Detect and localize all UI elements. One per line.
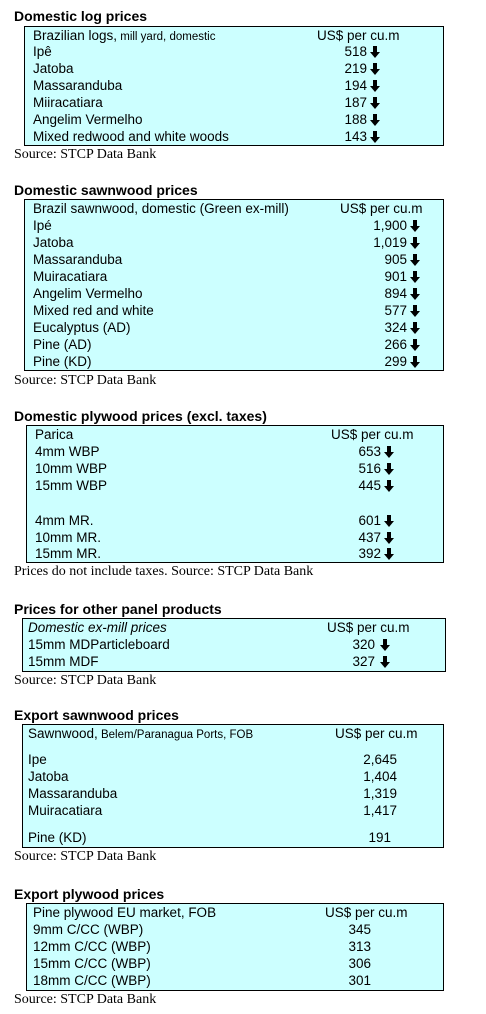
down-arrow-icon	[369, 62, 381, 76]
row-label: Angelim Vermelho	[33, 112, 143, 127]
header-sublabel: Belem/Paranagua Ports, FOB	[97, 729, 254, 741]
row-value: 392	[358, 546, 381, 561]
table-row	[23, 752, 443, 769]
row-label: Jatoba	[33, 61, 74, 76]
down-arrow-icon	[369, 96, 381, 110]
table-row	[27, 922, 443, 939]
row-value: 445	[358, 478, 381, 493]
header-unit: US$ per cu.m	[317, 28, 400, 43]
row-value: 320	[352, 637, 375, 652]
row-value: 191	[368, 830, 391, 845]
export-sawnwood-prices-table	[22, 724, 444, 848]
down-arrow-icon	[409, 338, 421, 352]
row-value: 516	[358, 461, 381, 476]
row-value: 187	[344, 95, 367, 110]
source-note: Source: STCP Data Bank	[14, 373, 157, 388]
row-label: 15mm MDParticleboard	[28, 637, 170, 652]
down-arrow-icon	[383, 479, 395, 493]
row-value: 143	[344, 129, 367, 144]
row-label: 9mm C/CC (WBP)	[33, 922, 144, 937]
table-row	[25, 252, 443, 269]
row-label: Miiracatiara	[33, 95, 103, 110]
table-header	[23, 620, 445, 637]
row-value: 327	[352, 654, 375, 669]
row-value: 1,900	[373, 218, 407, 233]
row-value: 905	[384, 252, 407, 267]
row-value: 1,404	[363, 769, 397, 784]
down-arrow-icon	[409, 321, 421, 335]
table-row	[23, 637, 445, 654]
row-label: Ipé	[33, 218, 52, 233]
down-arrow-icon	[383, 547, 395, 561]
row-label: Jatoba	[33, 235, 74, 250]
row-label: 4mm MR.	[35, 513, 94, 528]
table-header	[25, 28, 443, 45]
row-value: 518	[344, 44, 367, 59]
table-row	[25, 286, 443, 303]
row-label: Pine (AD)	[33, 337, 92, 352]
row-label: Pine (KD)	[33, 354, 92, 369]
down-arrow-icon	[369, 79, 381, 93]
table-row	[23, 803, 443, 820]
row-label: 18mm C/CC (WBP)	[33, 973, 151, 988]
down-arrow-icon	[369, 113, 381, 127]
table-row	[25, 269, 443, 286]
header-unit: US$ per cu.m	[325, 905, 408, 920]
table-row	[25, 218, 443, 235]
section-title-other-panel-products: Prices for other panel products	[14, 601, 222, 617]
table-row	[27, 973, 443, 990]
row-value: 577	[384, 303, 407, 318]
header-unit: US$ per cu.m	[335, 726, 418, 741]
row-value: 266	[384, 337, 407, 352]
row-label: Angelim Vermelho	[33, 286, 143, 301]
source-note: Source: STCP Data Bank	[14, 992, 157, 1007]
row-label: 12mm C/CC (WBP)	[33, 939, 151, 954]
table-row	[27, 444, 443, 461]
row-label: 10mm WBP	[35, 461, 108, 476]
row-value: 188	[344, 112, 367, 127]
row-label: Pine (KD)	[28, 830, 87, 845]
table-row	[27, 478, 443, 495]
other-panel-products-table	[22, 618, 446, 672]
domestic-log-prices-table	[24, 26, 444, 146]
down-arrow-icon	[409, 287, 421, 301]
row-value: 1,319	[363, 786, 397, 801]
table-row	[27, 939, 443, 956]
section-title-domestic-log-prices: Domestic log prices	[14, 8, 148, 24]
down-arrow-icon	[369, 130, 381, 144]
row-label: Massaranduba	[33, 252, 123, 267]
down-arrow-icon	[379, 638, 391, 652]
row-label: 15mm MDF	[28, 654, 99, 669]
row-value: 1,019	[373, 235, 407, 250]
row-label: 15mm MR.	[35, 546, 102, 561]
header-label: Brazilian logs,	[33, 28, 118, 43]
source-note: Prices do not include taxes. Source: STCP Data Bank	[14, 564, 314, 579]
row-label: 10mm MR.	[35, 530, 102, 545]
header-label: Brazil sawnwood, domestic (Green ex-mill)	[33, 201, 289, 216]
table-row	[25, 303, 443, 320]
table-row	[25, 61, 443, 78]
table-row	[27, 461, 443, 478]
source-note: Source: STCP Data Bank	[14, 849, 157, 864]
down-arrow-icon	[383, 531, 395, 545]
domestic-sawnwood-prices-table	[24, 199, 444, 371]
export-plywood-prices-table	[26, 903, 444, 991]
row-value: 1,417	[363, 803, 397, 818]
down-arrow-icon	[409, 219, 421, 233]
row-value: 653	[358, 444, 381, 459]
section-title-export-plywood-prices: Export plywood prices	[14, 886, 165, 902]
down-arrow-icon	[383, 514, 395, 528]
source-note: Source: STCP Data Bank	[14, 147, 157, 162]
table-row	[27, 513, 443, 530]
down-arrow-icon	[409, 270, 421, 284]
section-title-export-sawnwood-prices: Export sawnwood prices	[14, 707, 179, 723]
row-value: 437	[358, 530, 381, 545]
row-value: 2,645	[363, 752, 397, 767]
row-value: 194	[344, 78, 367, 93]
row-value: 901	[384, 269, 407, 284]
down-arrow-icon	[379, 655, 391, 669]
header-sublabel: mill yard, domestic	[117, 31, 216, 43]
header-unit: US$ per cu.m	[331, 427, 414, 442]
row-value: 324	[384, 320, 407, 335]
row-value: 306	[348, 956, 371, 971]
source-note: Source: STCP Data Bank	[14, 673, 157, 688]
row-label: Massaranduba	[33, 78, 123, 93]
table-row	[25, 44, 443, 61]
row-label: Ipê	[33, 44, 52, 59]
row-label: Ipe	[28, 752, 47, 767]
row-value: 345	[348, 922, 371, 937]
row-label: Massaranduba	[28, 786, 118, 801]
row-label: Mixed redwood and white woods	[33, 129, 229, 144]
row-label: Muiracatiara	[28, 803, 103, 818]
table-row	[25, 354, 443, 371]
row-label: 15mm WBP	[35, 478, 108, 493]
row-label: Eucalyptus (AD)	[33, 320, 131, 335]
domestic-plywood-prices-table	[26, 425, 444, 563]
row-value: 894	[384, 286, 407, 301]
table-row	[25, 78, 443, 95]
row-value: 219	[344, 61, 367, 76]
row-value: 313	[348, 939, 371, 954]
table-row	[25, 320, 443, 337]
table-row	[25, 95, 443, 112]
table-row	[27, 546, 443, 563]
row-label: 15mm C/CC (WBP)	[33, 956, 151, 971]
table-row	[23, 830, 443, 847]
table-header	[25, 201, 443, 218]
table-row	[23, 654, 445, 671]
table-header	[27, 905, 443, 922]
row-label: Muiracatiara	[33, 269, 108, 284]
table-row	[27, 530, 443, 547]
down-arrow-icon	[409, 355, 421, 369]
header-unit: US$ per cu.m	[327, 620, 410, 635]
row-value: 601	[358, 513, 381, 528]
header-label: Domestic ex-mill prices	[28, 620, 167, 635]
row-value: 299	[384, 354, 407, 369]
table-header	[23, 726, 443, 743]
row-label: 4mm WBP	[35, 444, 100, 459]
section-title-domestic-plywood-prices: Domestic plywood prices (excl. taxes)	[14, 408, 267, 424]
down-arrow-icon	[383, 445, 395, 459]
header-label: Pine plywood EU market, FOB	[33, 905, 217, 920]
table-row	[25, 129, 443, 146]
table-row	[23, 786, 443, 803]
down-arrow-icon	[383, 462, 395, 476]
down-arrow-icon	[409, 304, 421, 318]
table-row	[27, 956, 443, 973]
table-row	[25, 112, 443, 129]
row-value: 301	[348, 973, 371, 988]
down-arrow-icon	[409, 253, 421, 267]
down-arrow-icon	[409, 236, 421, 250]
table-header	[27, 427, 443, 444]
down-arrow-icon	[369, 45, 381, 59]
header-label: Parica	[35, 427, 74, 442]
row-label: Jatoba	[28, 769, 69, 784]
row-label: Mixed red and white	[33, 303, 154, 318]
table-row	[25, 337, 443, 354]
table-row	[23, 769, 443, 786]
header-unit: US$ per cu.m	[340, 201, 423, 216]
section-title-domestic-sawnwood-prices: Domestic sawnwood prices	[14, 182, 198, 198]
table-row	[25, 235, 443, 252]
header-label: Sawnwood,	[28, 726, 98, 741]
